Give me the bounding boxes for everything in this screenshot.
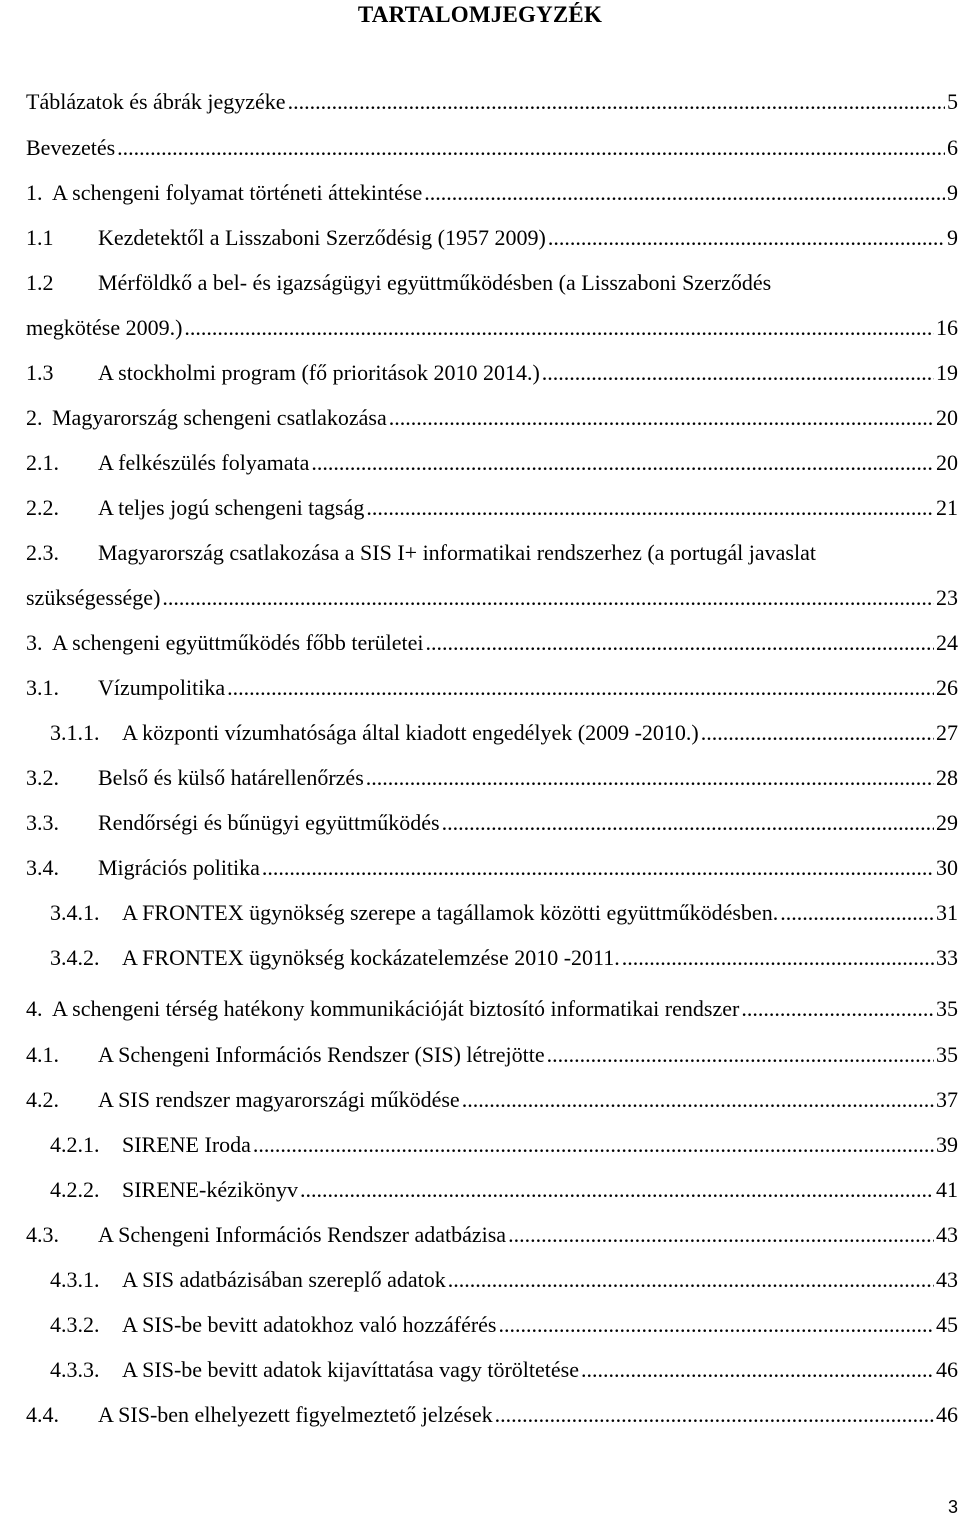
toc-entry-number: 2. <box>26 405 43 430</box>
toc-entry[interactable] <box>26 899 960 941</box>
toc-entry-page: 26 <box>936 675 958 700</box>
toc-leader-dots <box>117 134 945 162</box>
toc-entry[interactable] <box>26 1086 960 1128</box>
toc-entry-page: 30 <box>936 855 958 880</box>
toc-entry-title-continued: szükségessége) <box>26 585 161 610</box>
toc-leader-dots <box>701 719 934 747</box>
toc-entry[interactable] <box>26 1131 960 1173</box>
toc-entry-page: 9 <box>947 225 958 250</box>
toc-entry-number: 3.3. <box>26 810 59 835</box>
toc-leader-dots <box>448 1266 934 1294</box>
toc-entry-page: 35 <box>936 996 958 1021</box>
toc-entry[interactable] <box>26 494 960 536</box>
toc-entry-title: A FRONTEX ügynökség kockázatelemzése 2010 -2011. <box>122 945 620 970</box>
toc-entry-title: Kezdetektől a Lisszaboni Szerződésig (1957 2009) <box>98 225 546 250</box>
toc-entry-number: 1.2 <box>26 270 54 295</box>
toc-leader-dots <box>442 809 934 837</box>
toc-entry-page: 46 <box>936 1402 958 1427</box>
toc-entry[interactable] <box>26 134 960 176</box>
toc-entry-title: A FRONTEX ügynökség szerepe a tagállamok közötti együttműködésben. <box>122 900 779 925</box>
toc-entry-number: 3.2. <box>26 765 59 790</box>
toc-entry-number: 3. <box>26 630 43 655</box>
toc-entry-title: Táblázatok és ábrák jegyzéke <box>26 89 286 114</box>
toc-entry-page: 31 <box>936 900 958 925</box>
toc-entry-page: 20 <box>936 450 958 475</box>
toc-entry-title: SIRENE Iroda <box>122 1132 251 1157</box>
toc-entry-page: 33 <box>936 945 958 970</box>
toc-entry-title: A schengeni folyamat történeti áttekintése <box>52 180 423 205</box>
toc-entry[interactable] <box>26 719 960 761</box>
toc-leader-dots <box>622 944 934 972</box>
toc-leader-dots <box>425 629 934 657</box>
toc-entry-title: A SIS rendszer magyarországi működése <box>98 1087 460 1112</box>
toc-entry-page: 43 <box>936 1267 958 1292</box>
toc-entry-number: 4. <box>26 996 43 1021</box>
toc-leader-dots <box>581 1356 934 1384</box>
toc-entry-page: 6 <box>947 135 958 160</box>
toc-entry-title-continued: megkötése 2009.) <box>26 315 183 340</box>
toc-entry-page: 21 <box>936 495 958 520</box>
toc-entry-title: A stockholmi program (fő prioritások 2010 2014.) <box>98 360 540 385</box>
toc-entry-number: 2.2. <box>26 495 59 520</box>
toc-entry-number: 4.2. <box>26 1087 59 1112</box>
toc-entry-title: A SIS-ben elhelyezett figyelmeztető jelzések <box>98 1402 493 1427</box>
toc-entry[interactable] <box>26 1221 960 1263</box>
toc-entry[interactable] <box>26 539 960 629</box>
toc-entry-title: A SIS-be bevitt adatokhoz való hozzáférés <box>122 1312 497 1337</box>
toc-entry[interactable] <box>26 359 960 401</box>
toc-leader-dots <box>741 995 934 1023</box>
toc-entry[interactable] <box>26 404 960 446</box>
toc-entry[interactable] <box>26 854 960 896</box>
toc-leader-dots <box>542 359 934 387</box>
toc-leader-dots <box>366 494 934 522</box>
toc-entry-title: Belső és külső határellenőrzés <box>98 765 364 790</box>
toc-entry-number: 2.1. <box>26 450 59 475</box>
toc-entry[interactable] <box>26 629 960 671</box>
toc-entry[interactable] <box>26 674 960 716</box>
toc-entry-number: 4.4. <box>26 1402 59 1427</box>
toc-leader-dots <box>462 1086 934 1114</box>
toc-entry-number: 3.1. <box>26 675 59 700</box>
toc-entry-page: 28 <box>936 765 958 790</box>
toc-entry[interactable] <box>26 1266 960 1308</box>
toc-leader-dots <box>389 404 934 432</box>
toc-entry-page: 39 <box>936 1132 958 1157</box>
toc-entry-number: 4.2.1. <box>50 1132 100 1157</box>
toc-entry-title: Rendőrségi és bűnügyi együttműködés <box>98 810 440 835</box>
toc-entry-title: Mérföldkő a bel- és igazságügyi együttműködésben (a Lisszaboni Szerződés <box>98 270 772 295</box>
toc-leader-dots <box>424 179 945 207</box>
toc-entry-page: 9 <box>947 180 958 205</box>
toc-leader-dots <box>508 1221 934 1249</box>
toc-entry-title: Magyarország csatlakozása a SIS I+ informatikai rendszerhez (a portugál javaslat <box>98 540 816 565</box>
toc-entry[interactable] <box>26 1041 960 1083</box>
toc-entry-page: 46 <box>936 1357 958 1382</box>
toc-entry[interactable] <box>26 449 960 491</box>
toc-entry-number: 4.3. <box>26 1222 59 1247</box>
toc-entry[interactable] <box>26 944 960 986</box>
toc-entry-page: 35 <box>936 1042 958 1067</box>
toc-leader-dots <box>162 584 934 612</box>
toc-entry-title: A teljes jogú schengeni tagság <box>98 495 365 520</box>
toc-entry-page: 16 <box>936 315 958 340</box>
toc-entry-title: A felkészülés folyamata <box>98 450 310 475</box>
toc-entry[interactable] <box>26 1401 960 1443</box>
toc-leader-dots <box>548 224 945 252</box>
toc-entry-number: 3.1.1. <box>50 720 100 745</box>
toc-entry[interactable] <box>26 1311 960 1353</box>
toc-entry-title: A központi vízumhatósága által kiadott engedélyek (2009 -2010.) <box>122 720 699 745</box>
toc-entry-page: 41 <box>936 1177 958 1202</box>
toc-entry-number: 1.1 <box>26 225 54 250</box>
toc-entry-number: 2.3. <box>26 540 59 565</box>
toc-leader-dots <box>288 88 945 116</box>
toc-entry[interactable] <box>26 1356 960 1398</box>
toc-entry[interactable] <box>26 179 960 221</box>
toc-leader-dots <box>366 764 934 792</box>
toc-entry-page: 24 <box>936 630 958 655</box>
toc-entry-title: Migrációs politika <box>98 855 260 880</box>
toc-leader-dots <box>498 1311 934 1339</box>
toc-leader-dots <box>780 899 934 927</box>
toc-entry[interactable] <box>26 764 960 806</box>
toc-entry-title: Magyarország schengeni csatlakozása <box>52 405 387 430</box>
toc-leader-dots <box>300 1176 934 1204</box>
toc-entry-number: 1. <box>26 180 43 205</box>
toc-leader-dots <box>311 449 934 477</box>
toc-entry-number: 3.4.1. <box>50 900 100 925</box>
toc-entry-number: 4.2.2. <box>50 1177 100 1202</box>
toc-entry-page: 37 <box>936 1087 958 1112</box>
toc-entry-number: 1.3 <box>26 360 54 385</box>
toc-entry-page: 19 <box>936 360 958 385</box>
toc-entry-page: 45 <box>936 1312 958 1337</box>
toc-entry-number: 3.4.2. <box>50 945 100 970</box>
toc-entry-page: 27 <box>936 720 958 745</box>
toc-entry-page: 29 <box>936 810 958 835</box>
page-number: 3 <box>947 1497 958 1517</box>
toc-leader-dots <box>253 1131 934 1159</box>
toc-entry[interactable] <box>26 224 960 266</box>
toc-entry-title: A schengeni térség hatékony kommunikációját biztosító informatikai rendszer <box>52 996 740 1021</box>
toc-entry[interactable] <box>26 995 960 1037</box>
toc-entry[interactable] <box>26 1176 960 1218</box>
toc-entry-title: A SIS adatbázisában szereplő adatok <box>122 1267 446 1292</box>
toc-entry-page: 43 <box>936 1222 958 1247</box>
toc-entry-title: SIRENE-kézikönyv <box>122 1177 298 1202</box>
toc-entry-title: Bevezetés <box>26 135 116 160</box>
toc-leader-dots <box>184 314 934 342</box>
toc-leader-dots <box>547 1041 934 1069</box>
toc-entry-page: 23 <box>936 585 958 610</box>
toc-entry-title: A Schengeni Információs Rendszer adatbázisa <box>98 1222 507 1247</box>
toc-leader-dots <box>227 674 934 702</box>
toc-entry-title: A Schengeni Információs Rendszer (SIS) létrejötte <box>98 1042 545 1067</box>
toc-entry-number: 3.4. <box>26 855 59 880</box>
toc-entry-title: Vízumpolitika <box>98 675 226 700</box>
toc-entry-page: 20 <box>936 405 958 430</box>
toc-title: TARTALOMJEGYZÉK <box>357 2 603 27</box>
toc-entry-number: 4.1. <box>26 1042 59 1067</box>
toc-entry-number: 4.3.1. <box>50 1267 100 1292</box>
toc-entry-number: 4.3.3. <box>50 1357 100 1382</box>
toc-leader-dots <box>495 1401 934 1429</box>
toc-entry[interactable] <box>26 88 960 130</box>
toc-entry[interactable] <box>26 809 960 851</box>
toc-leader-dots <box>262 854 934 882</box>
toc-entry-page: 5 <box>947 89 958 114</box>
toc-entry[interactable] <box>26 269 960 359</box>
toc-entry-number: 4.3.2. <box>50 1312 100 1337</box>
toc-entry-title: A SIS-be bevitt adatok kijavíttatása vagy töröltetése <box>122 1357 579 1382</box>
toc-entry-title: A schengeni együttműködés főbb területei <box>52 630 424 655</box>
